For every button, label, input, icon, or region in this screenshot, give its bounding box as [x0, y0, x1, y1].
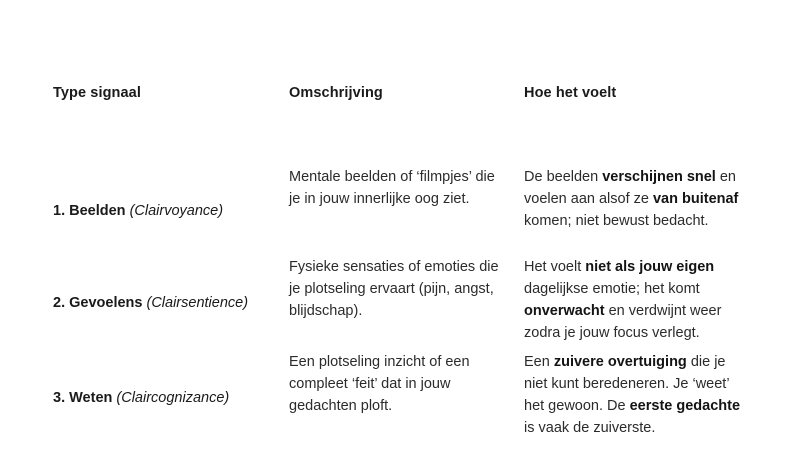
row-feeling-cell	[524, 166, 753, 256]
feeling-text: Het voelt niet als jouw eigen dagelijkse emotie; het komt onverwacht en verdwijnt weer zodra je jouw focus verlegt.	[524, 259, 722, 341]
column-header-label: Omschrijving	[289, 85, 383, 101]
signal-type-label: 2. Gevoelens (Clairsentience)	[53, 295, 249, 311]
description-text: Mentale beelden of ‘filmpjes’ die je in jouw innerlijke oog ziet.	[289, 169, 495, 207]
column-header-label: Type signaal	[53, 85, 141, 101]
signal-type-label: 1. Beelden (Clairvoyance)	[53, 202, 224, 219]
header-cell-hoe-het-voelt	[524, 84, 753, 102]
row-feeling-cell	[524, 256, 753, 351]
row-label-cell	[53, 256, 289, 351]
feeling-text: Een zuivere overtuiging die je niet kunt beredeneren. Je ‘weet’ het gewoon. De eerste gedachte is vaak de zuiverste.	[524, 354, 741, 436]
description-text: Een plotseling inzicht of een compleet ‘feit’ dat in jouw gedachten ploft.	[289, 354, 470, 414]
table-row	[53, 256, 753, 351]
table-header-row	[53, 84, 753, 102]
signal-type-label: 3. Weten (Claircognizance)	[53, 390, 230, 406]
row-description-cell	[289, 166, 524, 256]
row-label-cell	[53, 166, 289, 256]
column-header-label: Hoe het voelt	[524, 85, 617, 101]
signal-types-table	[53, 84, 753, 446]
row-label-cell	[53, 351, 289, 446]
table-row	[53, 166, 753, 256]
row-description-cell	[289, 351, 524, 446]
header-cell-omschrijving	[289, 84, 524, 102]
row-description-cell	[289, 256, 524, 351]
description-text: Fysieke sensaties of emoties die je plotseling ervaart (pijn, angst, blijdschap).	[289, 259, 499, 319]
row-feeling-cell	[524, 351, 753, 446]
table-row	[53, 351, 753, 446]
header-cell-type-signaal	[53, 84, 289, 102]
header-body-spacer	[53, 102, 753, 166]
feeling-text: De beelden verschijnen snel en voelen aan alsof ze van buitenaf komen; niet bewust bedacht.	[524, 169, 739, 229]
